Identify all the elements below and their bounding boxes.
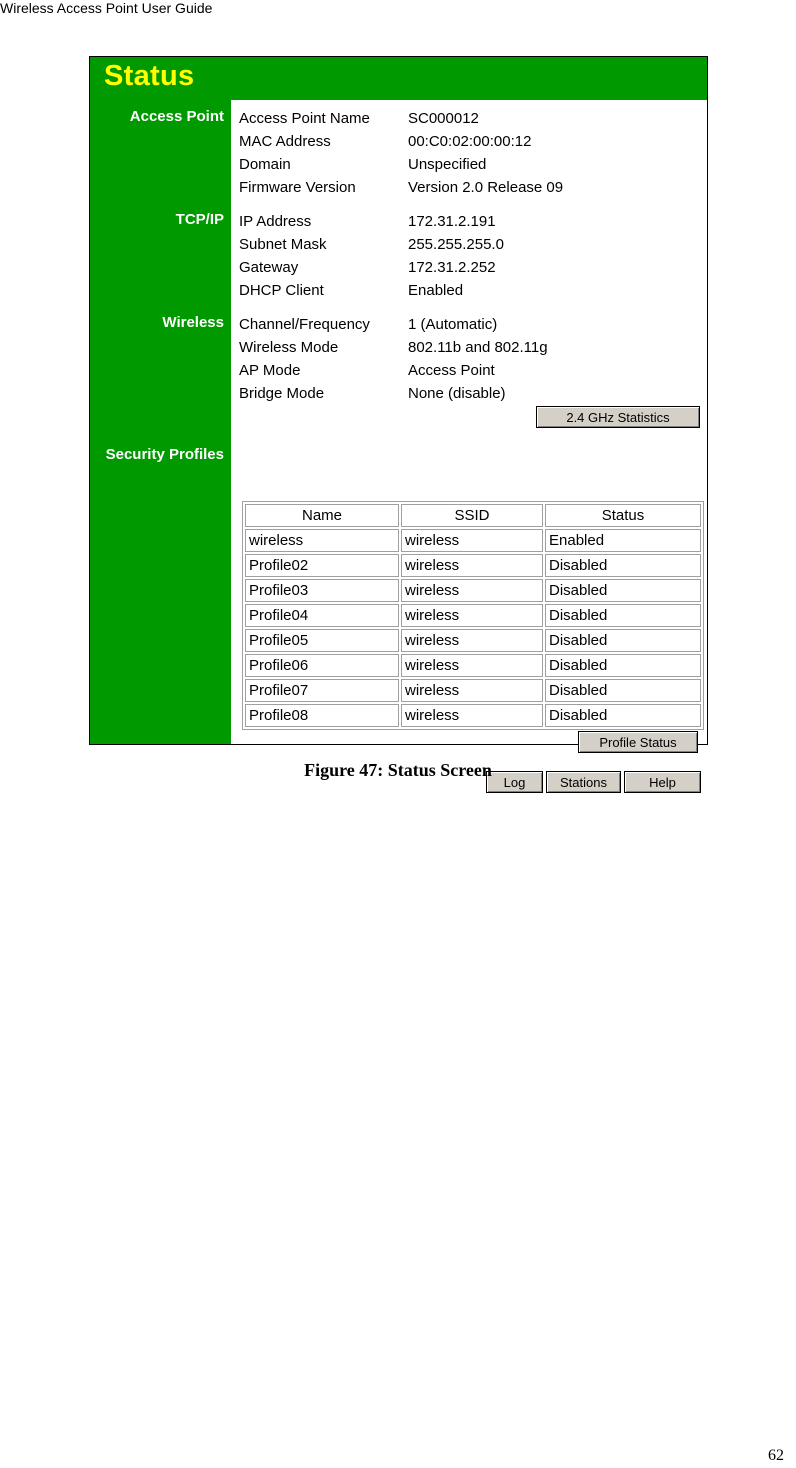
info-key: Gateway xyxy=(239,259,299,276)
page-number: 62 xyxy=(768,1447,784,1464)
profile-ssid-cell: wireless xyxy=(401,579,543,602)
profile-ssid-cell: wireless xyxy=(401,604,543,627)
profile-name-cell: Profile08 xyxy=(245,704,399,727)
info-key: Domain xyxy=(239,156,291,173)
info-row xyxy=(239,382,548,405)
profile-ssid-cell: wireless xyxy=(401,529,543,552)
info-value: 172.31.2.252 xyxy=(408,259,496,276)
figure-caption: Figure 47: Status Screen xyxy=(304,760,492,780)
profile-status-cell: Disabled xyxy=(545,604,701,627)
info-key: Bridge Mode xyxy=(239,385,325,402)
profile-status-cell: Enabled xyxy=(545,529,701,552)
profile-ssid-cell: wireless xyxy=(401,679,543,702)
info-row xyxy=(239,130,563,153)
info-value: Version 2.0 Release 09 xyxy=(408,179,564,196)
section-label-security-profiles: Security Profiles xyxy=(105,446,224,463)
profile-status-cell: Disabled xyxy=(545,704,701,727)
table-row xyxy=(245,604,701,627)
table-row xyxy=(245,654,701,677)
table-row xyxy=(245,529,701,552)
info-value: SC000012 xyxy=(408,110,479,127)
info-value: 00:C0:02:00:00:12 xyxy=(408,133,532,150)
profile-status-cell: Disabled xyxy=(545,654,701,677)
info-key: AP Mode xyxy=(239,362,301,379)
help-button[interactable]: Help xyxy=(624,771,701,793)
profile-status-cell: Disabled xyxy=(545,679,701,702)
info-value: Access Point xyxy=(408,362,495,379)
info-key: MAC Address xyxy=(239,133,331,150)
section-label-access-point: Access Point xyxy=(129,108,224,125)
profile-ssid-cell: wireless xyxy=(401,554,543,577)
info-key: IP Address xyxy=(239,213,312,230)
tcpip-info xyxy=(239,210,504,302)
info-key: Firmware Version xyxy=(239,179,356,196)
info-key: Channel/Frequency xyxy=(239,316,370,333)
profile-status-cell: Disabled xyxy=(545,554,701,577)
profile-ssid-cell: wireless xyxy=(401,629,543,652)
info-row xyxy=(239,359,548,382)
profile-name-cell: Profile07 xyxy=(245,679,399,702)
table-row xyxy=(245,579,701,602)
info-row xyxy=(239,107,563,130)
table-row xyxy=(245,629,701,652)
document-header: Wireless Access Point User Guide xyxy=(0,0,213,16)
profile-status-cell: Disabled xyxy=(545,579,701,602)
info-row xyxy=(239,233,504,256)
profile-status-button[interactable]: Profile Status xyxy=(578,731,698,753)
info-value: 172.31.2.191 xyxy=(408,213,496,230)
stations-button[interactable]: Stations xyxy=(546,771,621,793)
profile-name-cell: Profile05 xyxy=(245,629,399,652)
statistics-button[interactable]: 2.4 GHz Statistics xyxy=(536,406,700,428)
info-value: 1 (Automatic) xyxy=(408,316,498,333)
profile-ssid-cell: wireless xyxy=(401,704,543,727)
info-row xyxy=(239,176,563,199)
info-value: None (disable) xyxy=(408,385,506,402)
info-row xyxy=(239,279,504,302)
wireless-info xyxy=(239,313,548,405)
column-header-name: Name xyxy=(245,504,399,527)
profile-status-cell: Disabled xyxy=(545,629,701,652)
info-key: Access Point Name xyxy=(239,110,370,127)
info-row xyxy=(239,313,548,336)
column-header-status: Status xyxy=(545,504,701,527)
table-row xyxy=(245,704,701,727)
log-button[interactable]: Log xyxy=(486,771,543,793)
info-value: 255.255.255.0 xyxy=(408,236,504,253)
info-key: Subnet Mask xyxy=(239,236,327,253)
info-row xyxy=(239,336,548,359)
column-header-ssid: SSID xyxy=(401,504,543,527)
security-profiles-table xyxy=(242,501,704,730)
section-label-wireless: Wireless xyxy=(162,314,224,331)
info-row xyxy=(239,210,504,233)
info-key: DHCP Client xyxy=(239,282,324,299)
table-header-row xyxy=(245,504,701,527)
info-value: 802.11b and 802.11g xyxy=(408,339,548,356)
profile-name-cell: Profile03 xyxy=(245,579,399,602)
profile-name-cell: Profile02 xyxy=(245,554,399,577)
panel-title: Status xyxy=(104,60,195,92)
info-key: Wireless Mode xyxy=(239,339,339,356)
table-row xyxy=(245,554,701,577)
access-point-info xyxy=(239,107,563,199)
profile-name-cell: Profile06 xyxy=(245,654,399,677)
info-row xyxy=(239,153,563,176)
table-row xyxy=(245,679,701,702)
section-label-tcpip: TCP/IP xyxy=(175,211,224,228)
info-row xyxy=(239,256,504,279)
profile-name-cell: Profile04 xyxy=(245,604,399,627)
info-value: Unspecified xyxy=(408,156,487,173)
profile-name-cell: wireless xyxy=(245,529,399,552)
info-value: Enabled xyxy=(408,282,464,299)
profile-ssid-cell: wireless xyxy=(401,654,543,677)
